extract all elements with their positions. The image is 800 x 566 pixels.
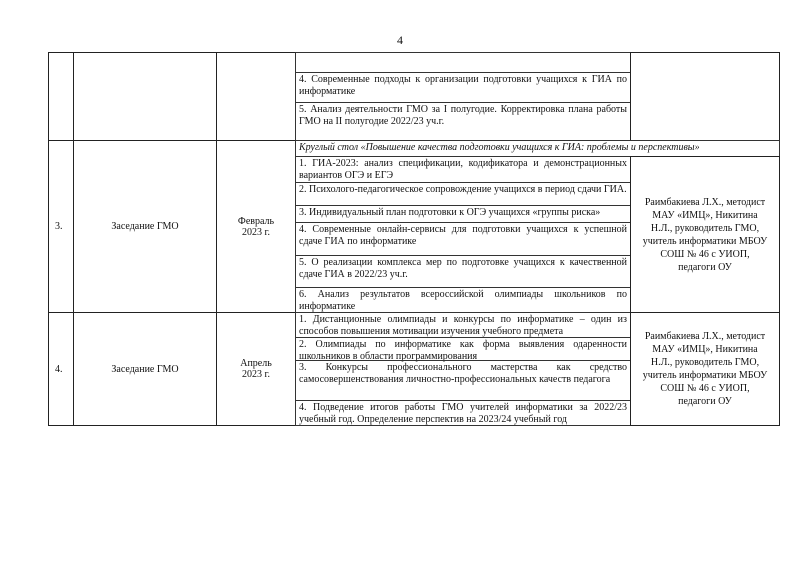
agenda-item: 5. Анализ деятельности ГМО за I полугодие. Корректировка плана работы ГМО на II полугодие 2022/23 уч.г. bbox=[295, 102, 631, 141]
agenda-item: 1. ГИА-2023: анализ спецификации, кодификатора и демонстрационных вариантов ОГЭ и ЕГЭ bbox=[295, 156, 631, 183]
responsible: Раимбакиева Л.Х., методист МАУ «ИМЦ», Никитина Н.Л., руководитель ГМО, учитель информатики МБОУ СОШ № 46 с УИОП, педагоги ОУ bbox=[630, 312, 780, 426]
agenda-item: 3. Конкурсы профессионального мастерства как средство самосовершенствования личностно-профессиональных качеств педагога bbox=[295, 360, 631, 401]
agenda-item: 3. Индивидуальный план подготовки к ОГЭ учащихся «группы риска» bbox=[295, 205, 631, 223]
cell-event bbox=[73, 52, 217, 141]
agenda-item: 4. Современные подходы к организации подготовки учащихся к ГИА по информатике bbox=[295, 72, 631, 103]
event-type: Заседание ГМО bbox=[73, 312, 217, 426]
row-number: 4. bbox=[48, 312, 74, 426]
agenda-item: 6. Анализ результатов всероссийской олимпиады школьников по информатике bbox=[295, 287, 631, 313]
cell-responsible bbox=[630, 52, 780, 141]
cell-date bbox=[216, 52, 296, 141]
event-date: Февраль 2023 г. bbox=[216, 140, 296, 313]
round-table-heading: Круглый стол «Повышение качества подготовки учащихся к ГИА: проблемы и перспективы» bbox=[295, 140, 780, 157]
page-number: 4 bbox=[397, 33, 403, 47]
agenda-item: 1. Дистанционные олимпиады и конкурсы по информатике – один из способов повышения мотивации изучения учебного предмета bbox=[295, 312, 631, 338]
agenda-item: 4. Современные онлайн-сервисы для подготовки учащихся к успешной сдаче ГИА по информатике bbox=[295, 222, 631, 256]
responsible: Раимбакиева Л.Х., методист МАУ «ИМЦ», Никитина Н.Л., руководитель ГМО, учитель информатики МБОУ СОШ № 46 с УИОП, педагоги ОУ bbox=[630, 156, 780, 313]
event-date: Апрель 2023 г. bbox=[216, 312, 296, 426]
cell-num bbox=[48, 52, 74, 141]
event-type: Заседание ГМО bbox=[73, 140, 217, 313]
empty-item bbox=[295, 52, 631, 73]
agenda-item: 2. Психолого-педагогическое сопровождение учащихся в период сдачи ГИА. bbox=[295, 182, 631, 206]
agenda-item: 5. О реализации комплекса мер по подготовке учащихся к качественной сдаче ГИА в 2022/23 уч.г. bbox=[295, 255, 631, 288]
agenda-item: 4. Подведение итогов работы ГМО учителей информатики за 2022/23 учебный год. Определение перспектив на 2023/24 учебный год bbox=[295, 400, 631, 426]
agenda-item: 2. Олимпиады по информатике как форма выявления одаренности школьников в области программирования bbox=[295, 337, 631, 361]
row-number: 3. bbox=[48, 140, 74, 313]
